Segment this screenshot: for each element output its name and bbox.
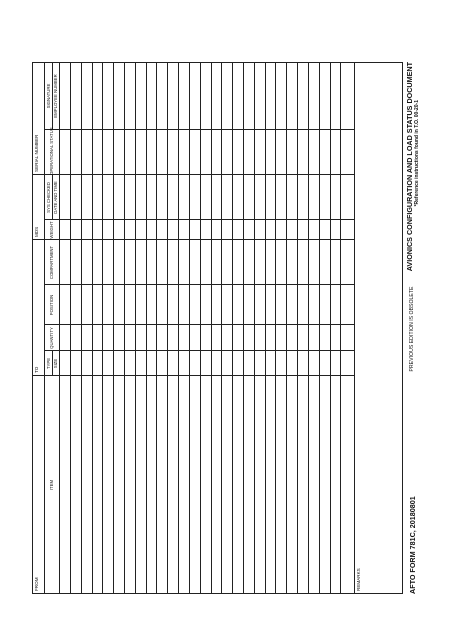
- row-rule: [308, 62, 309, 594]
- row-rule: [70, 62, 71, 594]
- row-rule: [275, 62, 276, 594]
- row-rule: [200, 62, 201, 594]
- row-rule: [297, 62, 298, 594]
- row-rule: [156, 62, 157, 594]
- header-to-divider: [32, 375, 44, 376]
- row-rule: [102, 62, 103, 594]
- col-quantity-label: QUANTITY: [49, 327, 54, 349]
- row-rule: [211, 62, 212, 594]
- row-rule: [178, 62, 179, 594]
- row-rule: [286, 62, 287, 594]
- row-rule: [221, 62, 222, 594]
- row-rule: [340, 62, 341, 594]
- row-rule: [265, 62, 266, 594]
- row-rule: [81, 62, 82, 594]
- row-rule: [330, 62, 331, 594]
- row-rule: [167, 62, 168, 594]
- row-rule: [189, 62, 190, 594]
- row-rule: [243, 62, 244, 594]
- col-position-label: POSITION: [49, 294, 54, 316]
- row-rule: [146, 62, 147, 594]
- row-rule: [135, 62, 136, 594]
- column-header-rule: [59, 62, 60, 594]
- header-mds-divider: [32, 239, 44, 240]
- row-rule: [124, 62, 125, 594]
- row-rule: [319, 62, 320, 594]
- previous-edition-note: PREVIOUS EDITION IS OBSOLETE: [409, 286, 415, 372]
- row-rule: [232, 62, 233, 594]
- col-date-time-label: DATE AND TIME: [53, 181, 58, 214]
- col-employee-number-label: EMPLOYEE NUMBER: [53, 74, 58, 118]
- row-rule: [113, 62, 114, 594]
- col-weight-label: WEIGHT: [49, 221, 54, 239]
- serial-number-label: SERIAL NUMBER: [34, 134, 39, 172]
- col-type-label: TYPE: [45, 357, 51, 370]
- row-rule: [92, 62, 93, 594]
- col-item-label: ITEM: [49, 479, 54, 491]
- mds-label: MDS: [34, 226, 39, 237]
- form-title: AVIONICS CONFIGURATION AND LOAD STATUS DOCUMENT: [405, 62, 414, 272]
- remarks-label: REMARKS: [356, 568, 361, 591]
- header-serial-divider: [32, 174, 44, 175]
- col-compartment-label: COMPARTMENT: [49, 245, 54, 280]
- col-signature-label: SIGNATURE: [45, 83, 51, 109]
- header-top-rule: [44, 62, 45, 594]
- from-label: FROM: [34, 577, 39, 591]
- to-label: TO: [34, 366, 39, 373]
- row-rule: [254, 62, 255, 594]
- remarks-top-rule: [354, 62, 355, 594]
- form-frame: [32, 62, 403, 594]
- col-size-label: SIZE: [53, 358, 58, 369]
- form-number: AFTO FORM 781C, 20180801: [408, 496, 417, 594]
- col-sys-checked-label: SYS CHECKED: [45, 182, 51, 213]
- reference-note: *Reference instructions found in T.O. 00-20-1: [413, 100, 420, 207]
- col-operational-status-label: OPERATIONAL STATUS: [49, 127, 54, 175]
